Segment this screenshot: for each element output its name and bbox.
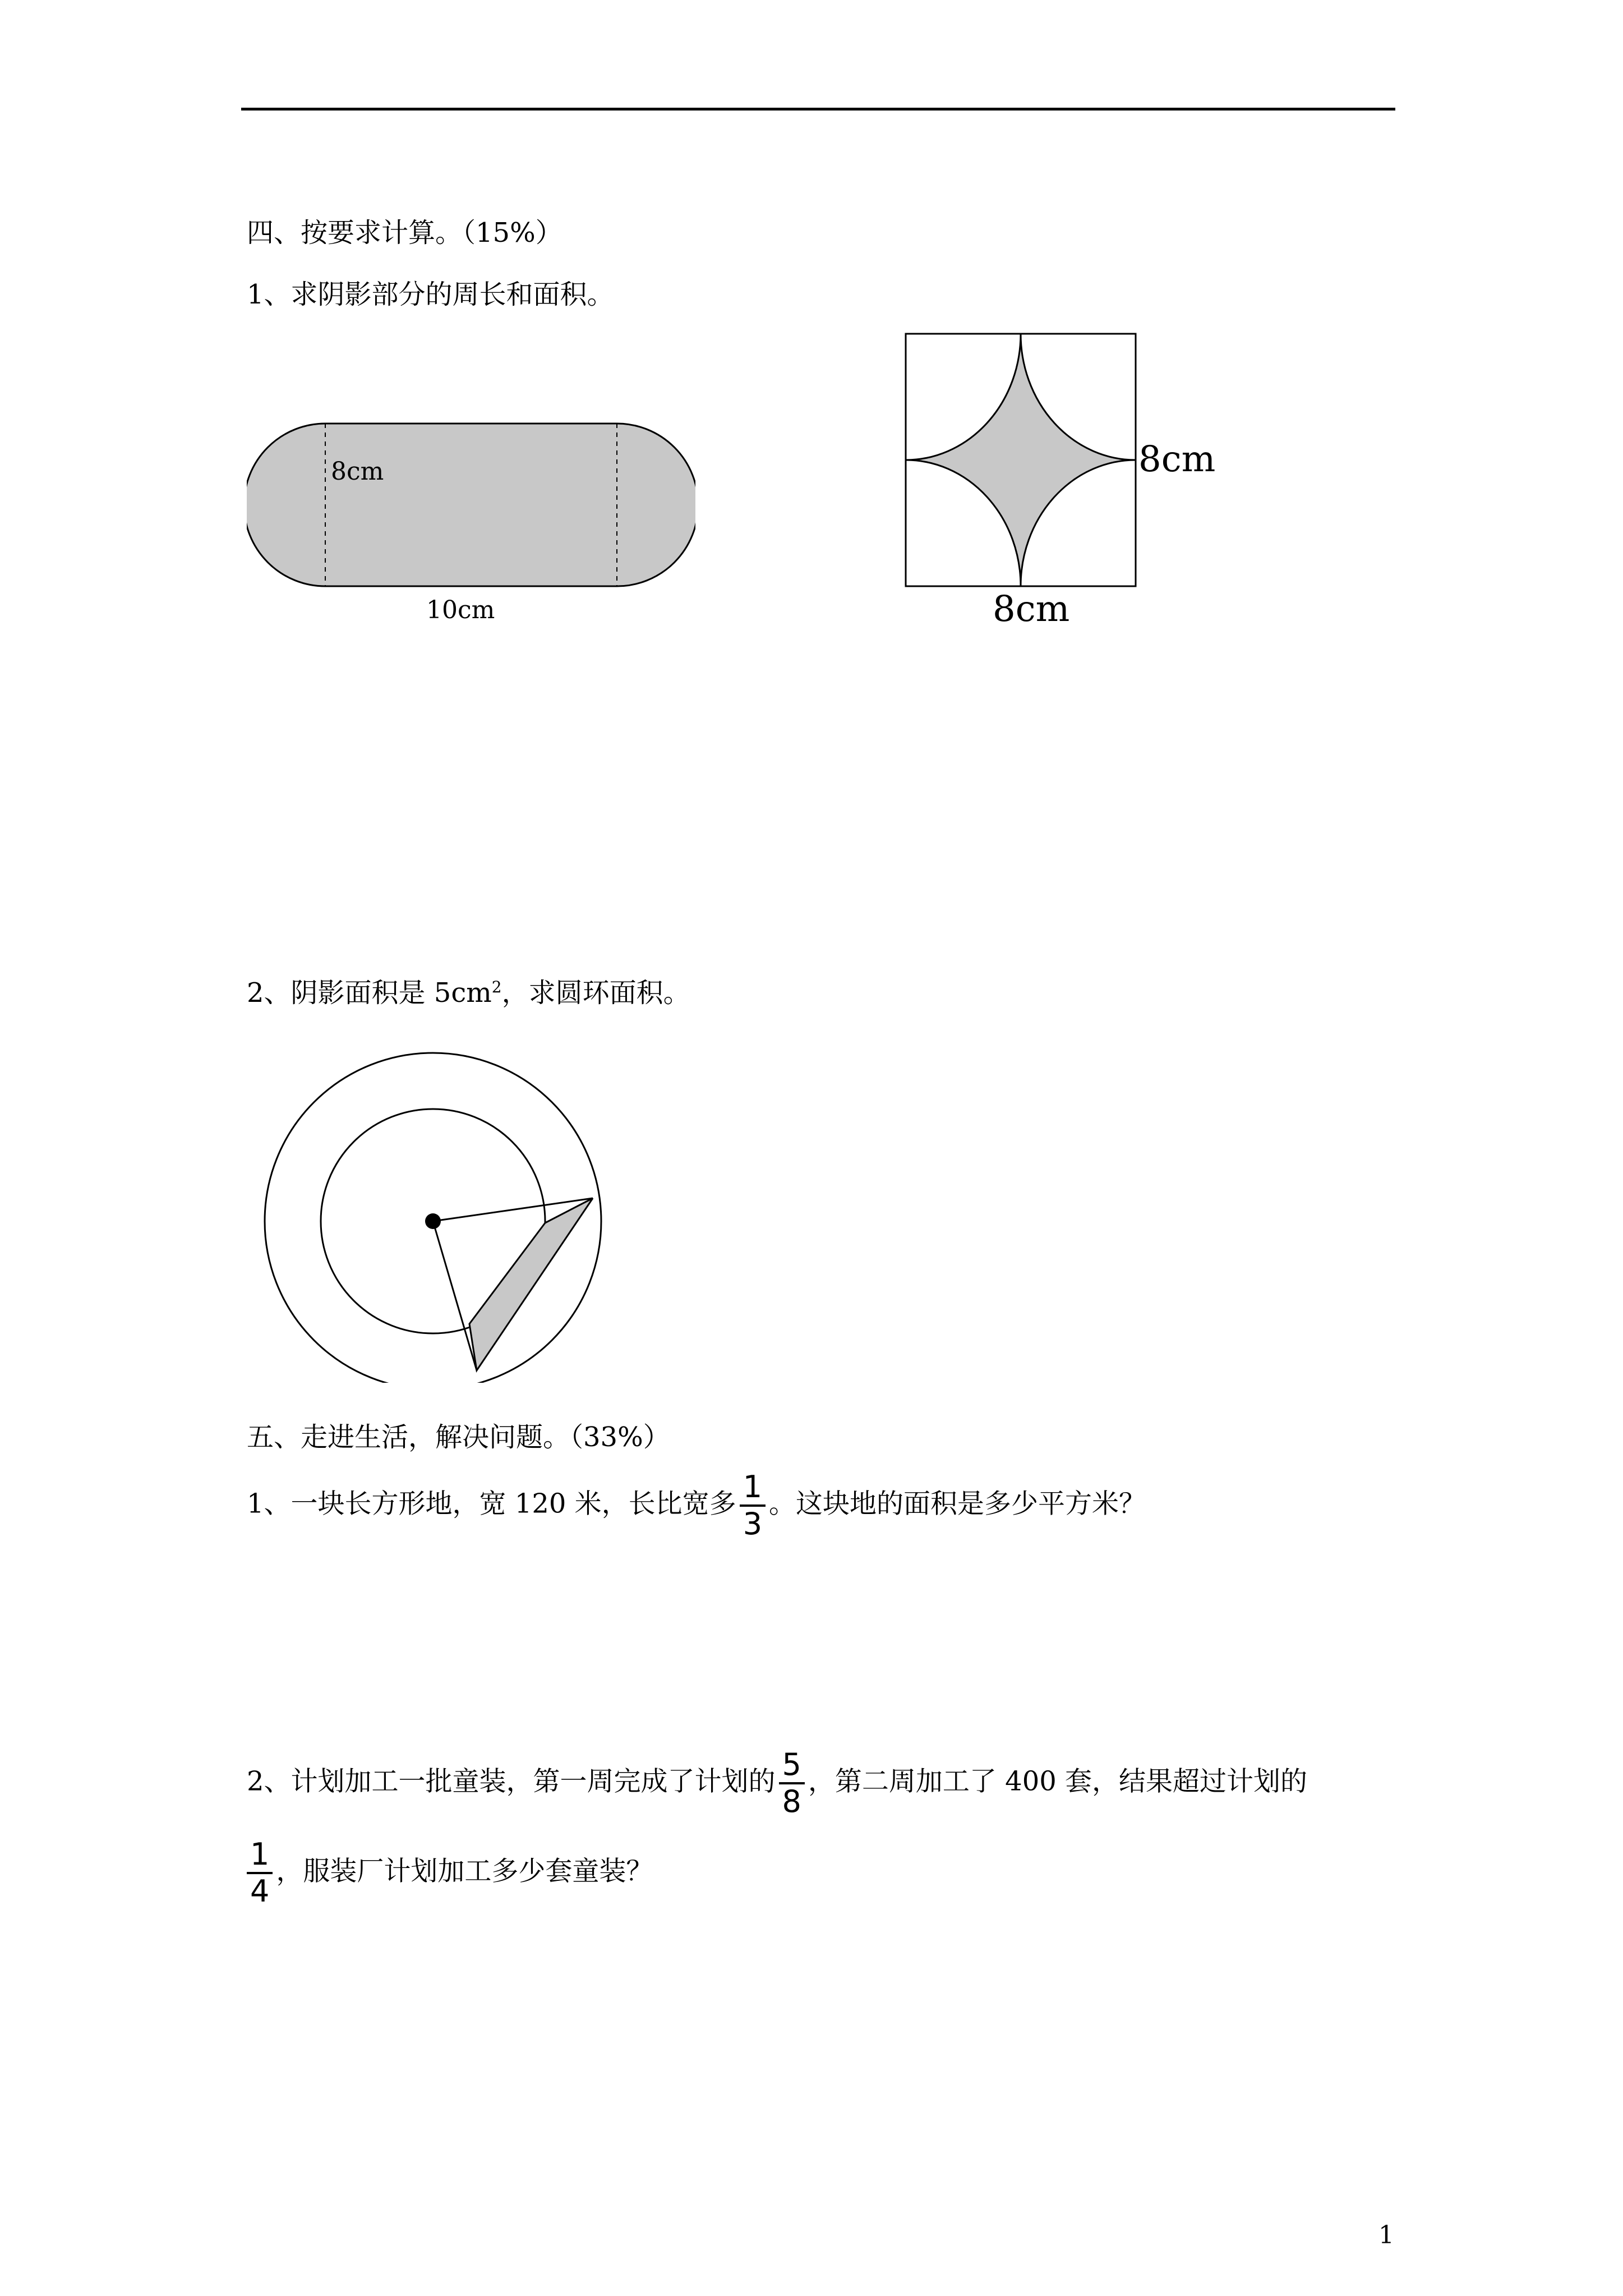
stadium-height-label: 8cm [331,457,384,486]
question-5-2-line2: $\frac{1}{4}$ ，服装厂计划加工多少套童装？ [247,1837,653,1909]
radius-line-down [433,1221,477,1370]
question-4-1: 1、求阴影部分的周长和面积。 [247,279,614,310]
question-5-2-line1: 2、计划加工一批童装，第一周完成了计划的 $\frac{5}{8}$ ，第二周加工了 400 套，结果超过计划的 [247,1747,1308,1819]
annulus-figure [258,1035,617,1383]
page-number: 1 [1378,2221,1394,2249]
header-rule [241,108,1395,111]
stadium-shape [247,424,695,586]
square-figure [892,328,1239,631]
center-dot [425,1213,441,1229]
question-4-2: 2、阴影面积是 $5cm^2$，求圆环面积。 [247,977,690,1009]
square-side-label: 8cm [1138,439,1216,480]
shaded-triangle [469,1198,593,1370]
fraction-one-quarter: $\frac{1}{4}$ [247,1837,273,1909]
fraction-five-eighths: $\frac{5}{8}$ [779,1747,805,1819]
question-5-1: 1、一块长方形地，宽 120 米，长比宽多 $\frac{1}{3}$ 。这块地的面积是多少平方米？ [247,1469,1146,1542]
section-4-title: 四、按要求计算。（15%） [247,217,562,249]
square-bottom-label: 8cm [993,588,1070,630]
stadium-width-label: 10cm [426,596,495,624]
fraction-one-third: $\frac{1}{3}$ [740,1470,766,1542]
section-5-title: 五、走进生活，解决问题。（33%） [247,1421,670,1453]
stadium-figure [247,415,695,628]
